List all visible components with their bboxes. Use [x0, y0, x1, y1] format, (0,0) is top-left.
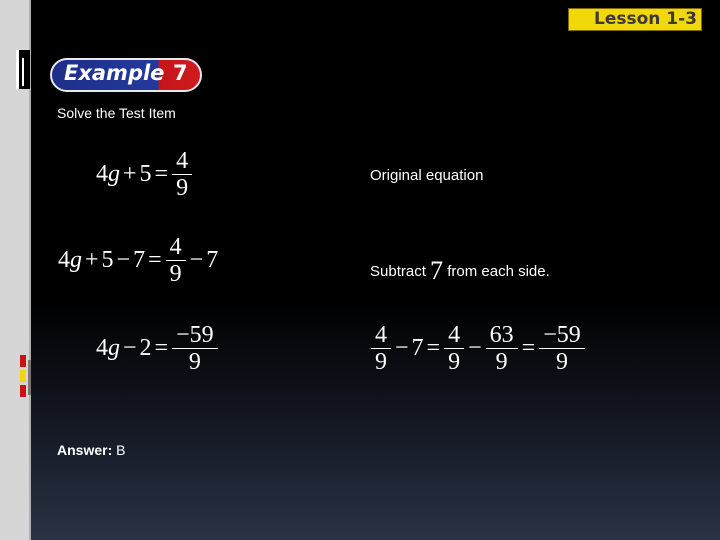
- operator: −: [468, 335, 482, 361]
- operator: −: [116, 247, 131, 273]
- variable: g: [108, 335, 120, 361]
- answer-label: Answer:: [57, 442, 113, 458]
- equals-sign: =: [521, 335, 536, 361]
- equation-step-1: [96, 148, 193, 201]
- example-banner: [50, 58, 202, 92]
- operator: +: [85, 247, 99, 273]
- operator: +: [123, 161, 137, 187]
- denominator: 9: [444, 348, 464, 375]
- note-text: from each side.: [447, 263, 550, 280]
- fraction: [174, 148, 190, 201]
- slide-subtitle: Solve the Test Item: [57, 105, 176, 121]
- note-number: 7: [430, 256, 444, 285]
- fraction: [446, 322, 462, 375]
- denominator: 9: [172, 348, 218, 375]
- example-label: Example: [64, 61, 165, 85]
- fraction: [488, 322, 516, 375]
- note-text: Subtract: [370, 263, 426, 280]
- equation-step-2: [58, 234, 218, 287]
- equation-step-3: [96, 322, 219, 375]
- coefficient: 4: [58, 247, 70, 273]
- numerator: −59: [176, 322, 214, 348]
- decor-square-red: [20, 385, 26, 397]
- equals-sign: =: [426, 335, 441, 361]
- answer-line: [57, 442, 125, 458]
- answer-value: B: [116, 442, 126, 458]
- constant: 5: [101, 247, 114, 273]
- corner-bracket-inner-decor: [22, 58, 30, 86]
- decor-bar-gray: [28, 360, 31, 395]
- fraction: [541, 322, 583, 375]
- equals-sign: =: [148, 247, 162, 273]
- step-1-note: Original equation: [370, 167, 484, 184]
- lesson-badge: Lesson 1-3: [568, 8, 702, 31]
- example-number: 7: [173, 61, 188, 85]
- operator: −: [395, 335, 409, 361]
- variable: g: [70, 247, 82, 273]
- numerator: −59: [543, 322, 581, 348]
- operator: −: [189, 247, 204, 273]
- decor-square-red: [20, 355, 26, 367]
- coefficient: 4: [96, 161, 108, 187]
- denominator: 9: [486, 348, 518, 375]
- coefficient: 4: [96, 335, 108, 361]
- constant: 7: [411, 335, 424, 361]
- equals-sign: =: [154, 335, 169, 361]
- constant: 7: [133, 247, 146, 273]
- numerator: 4: [448, 322, 461, 348]
- constant: 2: [139, 335, 152, 361]
- fraction: [373, 322, 389, 375]
- operator: −: [123, 335, 137, 361]
- numerator: 4: [176, 148, 189, 174]
- denominator: 9: [539, 348, 585, 375]
- side-work-equation: [370, 322, 586, 375]
- numerator: 4: [375, 322, 387, 348]
- denominator: 9: [371, 348, 391, 375]
- numerator: 4: [169, 234, 182, 260]
- equals-sign: =: [154, 161, 169, 187]
- fraction: [174, 322, 216, 375]
- constant: 7: [206, 247, 219, 273]
- denominator: 9: [172, 174, 192, 201]
- numerator: 63: [489, 322, 514, 348]
- fraction: [168, 234, 184, 287]
- constant: 5: [139, 161, 152, 187]
- variable: g: [108, 161, 120, 187]
- denominator: 9: [166, 260, 186, 287]
- step-2-note: [370, 256, 550, 286]
- decor-square-yellow: [20, 370, 26, 382]
